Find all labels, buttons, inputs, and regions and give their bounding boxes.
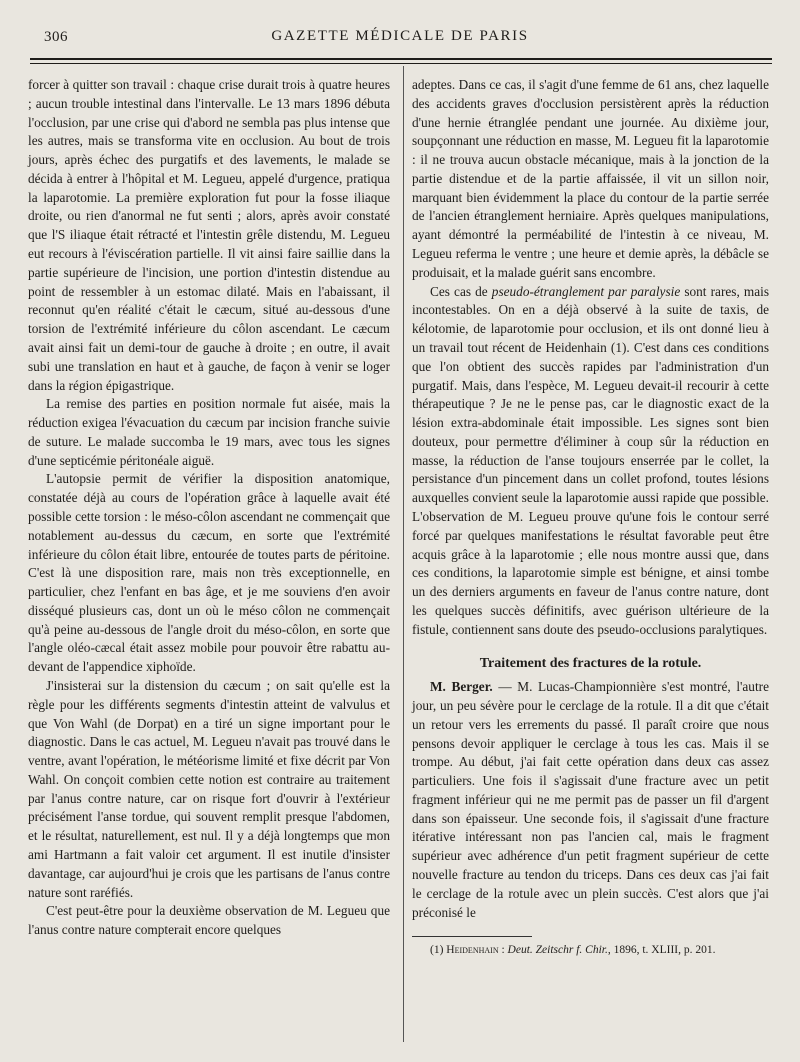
paragraph: J'insisterai sur la distension du cæcum ; on sait qu'elle est la règle pour les différents segments d'intestin atteint de valvulus et que Von Wahl (de Dorpat) en a tiré un signe important pour le diagnostic. Dans le cas actuel, M. Legueu n'avait pas trouvé dans le ventre, avant l'opération, le météorisme limité et fixe décrit par Von Wahl. On conçoit combien cette notion est contraire au traitement par l'anus contre nature, car on risque fort d'ouvrir à l'extérieur précisément l'anse tordue, qui souvent remplit presque l'abdomen, et le résultat, naturellement, est nul. Il y a déjà longtemps que mon ami Hartmann a fait valoir cet argument. Il est inutile d'insister davantage, car aujourd'hui je crois que les partisans de l'anus contre nature sont raréfiés. [28, 678, 390, 900]
text-run: , 1896, t. XLIII, p. 201. [607, 944, 716, 957]
right-column [412, 76, 769, 958]
footnote-journal: Deut. Zeitschr f. Chir. [507, 944, 608, 957]
page-header [0, 26, 800, 52]
speaker-name: M. Berger. [430, 679, 493, 695]
paragraph: adeptes. Dans ce cas, il s'agit d'une femme de 61 ans, chez laquelle des accidents graves d'occlusion persistèrent après la réduction d'une hernie étranglée pendant une journée. Au dixième jour, soupçonnant une réduction en masse, M. Legueu fit la laparotomie : il ne trouva aucun obstacle mécanique, mais à la jonction de la partie distendue et de la partie affaissée, il vit un sillon noir, marquant bien évidemment la place du contour de la partie serrée de l'ancien étranglement herniaire. Après quelques manipulations, ayant démontré la perméabilité de l'intestin à ce niveau, M. Legueu referma le ventre ; une heure et demie après, la débâcle se produisait, et la malade guérit sans encombre. [412, 77, 769, 280]
footnote [412, 943, 769, 958]
footnote-marker: (1) [430, 944, 447, 957]
header-rule-thin [30, 63, 772, 64]
text-run: sont rares, mais incontestables. On en a déjà observé à la suite de taxis, de kélotomie, de laparotomie pour occlusion, et ils ont donné lieu à un travail tout récent de Heidenhain (1). C'est dans ces conditions que l'on obtient des succès rapides par l'administration d'un purgatif. Mais, dans l'espèce, M. Legueu devait-il recourir à cette thérapeutique ? Je ne le pense pas, car le diagnostic exact de la lésion extra-abdominale était impossible. Les signes sont bien douteux, pour permettre d'éliminer à coup sûr la réduction en masse, la réduction de l'anse toujours enserrée par le collet, la persistance d'un pincement dans un collet profond, toutes lésions auxquelles convient seule la laparotomie aussi rapide que possible. L'observation de M. Legueu prouve qu'une fois le contour serré forcé par quelques manifestations le résultat favorable peut être acquis grâce à la laparotomie ; elle nous montre aussi que, dans ces conditions, la laparotomie simple est bénigne, et ainsi tombe un des derniers arguments en faveur de l'anus contre nature, dont les quelques succès définitifs, avec guérison ultérieure de la fistule, contiennent sans doute des pseudo-occlusions paralytiques. [412, 283, 769, 637]
text-run: Ces cas de [430, 283, 492, 299]
paragraph: forcer à quitter son travail : chaque crise durait trois à quatre heures ; aucun trouble intestinal dans l'intervalle. Le 13 mars 1896 débuta l'occlusion, par une crise qui d'abord ne sembla pas plus intense que les autres, mais se transforma vite en occlusion. Au bout de trois jours, après échec des purgatifs et des lavements, le malade se décida à entrer à l'hôpital et M. Legueu, appelé d'urgence, pratiqua la laparotomie. La première exploration fut pour la fosse iliaque droite, ou rien d'anormal ne fut senti ; alors, après avoir constaté que l'S iliaque était rétracté et l'intestin grêle distendu, M. Legueu eut recours à l'éviscération partielle. Il vit ainsi faire saillie dans la partie supérieure de l'incision, une portion d'intestin distendue au point de ressembler à un estomac dilaté. Mais en l'abaissant, il reconnut qu'en réalité c'était le cæcum, situé au-dessous d'une torsion de l'extrémité inférieure du côlon ascendant. Le cæcum avait ainsi fait un demi-tour de gauche à droite ; en outre, il avait subi une translation en haut et à gauche, de façon à venir se loger dans la région épigastrique. [28, 77, 390, 393]
left-column [28, 76, 390, 940]
paragraph [412, 283, 769, 640]
paragraph [412, 678, 769, 922]
text-run: : [498, 944, 508, 957]
paragraph: La remise des parties en position normale fut aisée, mais la réduction exigea l'évacuation du cæcum par incision franche suivie de suture. Le malade succomba le 19 mars, avec tous les signes d'une septicémie péritonéale aiguë. [28, 396, 390, 468]
footnote-rule [412, 936, 532, 937]
text-run: — M. Lucas-Championnière s'est montré, l'autre jour, un peu sévère pour le cerclage de la rotule. Il a dit que c'était un retour vers les errements du passé. Il paraît croire que nous pensons devoir appliquer le cerclage à tous les cas. Mais il se trompe. Au début, j'ai fait cette opération dans deux cas assez particuliers. Une fois il s'agissait d'une fracture avec un petit fragment inférieur qui ne me permit pas de passer un fil d'argent dans son épaisseur. Une seconde fois, il s'agissait d'une fracture itérative intéressant non pas l'ancien cal, mais le fragment supérieur avec adhérence d'un petit fragment supérieur de cette nouvelle fracture au tendon du triceps. Dans ces deux cas j'ai fait le cerclage de la rotule avec un plein succès. C'est alors que j'ai préconisé le [412, 679, 769, 920]
emphasis-text: pseudo-étranglement par paralysie [491, 283, 681, 299]
column-divider [403, 66, 404, 1042]
paragraph: C'est peut-être pour la deuxième observation de M. Legueu que l'anus contre nature compterait encore quelques [28, 903, 390, 938]
running-title: GAZETTE MÉDICALE DE PARIS [271, 28, 529, 44]
page-number: 306 [44, 29, 68, 45]
section-heading: Traitement des fractures de la rotule. [479, 656, 702, 672]
paragraph: L'autopsie permit de vérifier la disposition anatomique, constatée déjà au cours de l'opération grâce à laquelle avait été possible cette torsion : le méso-côlon ascendant ne commençait que notablement au-dessus du cæcum, en sorte que l'extrémité inférieure du côlon était libre, entourée de toutes parts de péritoine. C'est là une disposition rare, mais non très exceptionnelle, en particulier, chez l'enfant en bas âge, et je me souviens d'en avoir disséqué plusieurs cas, dont un où le méso côlon ne commençait qu'à peine au-dessous de l'angle droit du méso-côlon, en sorte que l'angle oléo-cæcal était assez mobile pour pouvoir être rabattu au-devant de l'appendice xiphoïde. [28, 471, 390, 675]
footnote-author: Heidenhain [446, 944, 499, 957]
header-rule-thick [30, 58, 772, 60]
